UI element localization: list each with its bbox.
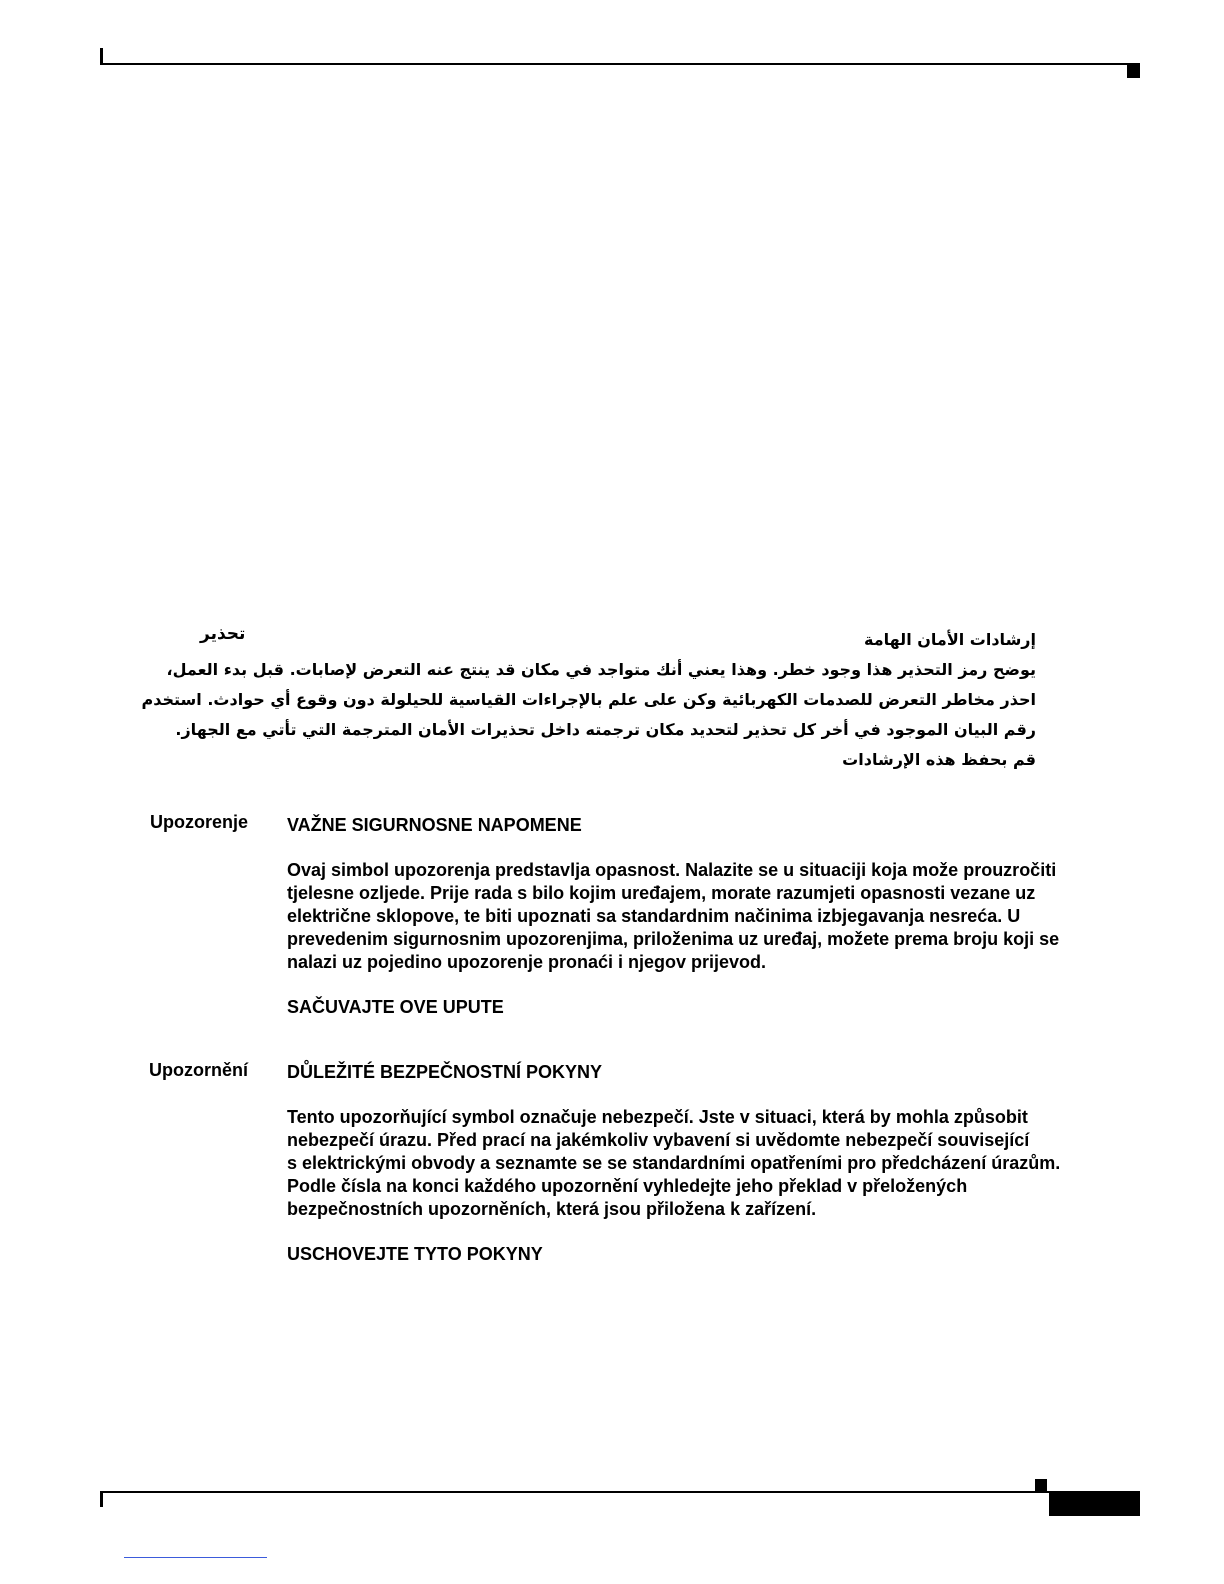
croatian-warning-body xyxy=(287,859,1107,974)
czech-warning-body xyxy=(287,1106,1107,1221)
arabic-warning-line: قم بحفظ هذه الإرشادات xyxy=(842,750,1036,769)
czech-warning-line: bezpečnostních upozorněních, která jsou přiložena k zařízení. xyxy=(287,1199,817,1219)
czech-warning-line: Tento upozorňující symbol označuje nebezpečí. Jste v situaci, která by mohla způsobit xyxy=(287,1107,1028,1127)
czech-warning-footer: USCHOVEJTE TYTO POKYNY xyxy=(287,1244,543,1264)
arabic-warning-line: احذر مخاطر التعرض للصدمات الكهربائية وكن على علم بالإجراءات القياسية للحيلولة دون وقوع أي حوادث. استخدم xyxy=(141,690,1036,709)
croatian-warning-footer: SAČUVAJTE OVE UPUTE xyxy=(287,997,504,1017)
arabic-warning-title: إرشادات الأمان الهامة xyxy=(864,630,1036,649)
czech-warning-line: s elektrickými obvody a seznamte se se standardními opatřeními pro předcházení úrazům. xyxy=(287,1153,1061,1173)
croatian-warning-label: Upozorenje xyxy=(149,812,248,832)
czech-warning-title: DŮLEŽITÉ BEZPEČNOSTNÍ POKYNY xyxy=(287,1062,603,1082)
croatian-warning-line: nalazi uz pojedino upozorenje pronaći i njegov prijevod. xyxy=(287,952,767,972)
header-corner-square xyxy=(1127,65,1140,78)
arabic-warning-line: يوضح رمز التحذير هذا وجود خطر. وهذا يعني أنك متواجد في مكان قد ينتج عنه التعرض لإصابات. قبل بدء العمل، xyxy=(166,660,1036,679)
footer-left-tick xyxy=(100,1493,103,1507)
croatian-warning-title: VAŽNE SIGURNOSNE NAPOMENE xyxy=(287,815,582,835)
arabic-warning-text xyxy=(141,625,1036,775)
czech-warning-line: Podle čísla na konci každého upozornění vyhledejte jeho překlad v přeložených xyxy=(287,1176,968,1196)
footer-link-underline xyxy=(124,1557,267,1558)
croatian-warning-line: Ovaj simbol upozorenja predstavlja opasnost. Nalazite se u situaciji koja može prouzročiti xyxy=(287,860,1057,880)
croatian-warning-line: prevedenim sigurnosnim upozorenjima, priloženima uz uređaj, možete prema broju koji se xyxy=(287,929,1060,949)
czech-warning-line: nebezpečí úrazu. Před prací na jakémkoliv vybavení si uvědomte nebezpečí související xyxy=(287,1130,1030,1150)
arabic-warning-label: تحذير xyxy=(200,624,246,644)
footer-rule xyxy=(100,1491,1140,1493)
footer-corner-square xyxy=(1035,1479,1047,1491)
header-left-tick xyxy=(100,48,103,64)
czech-warning-label: Upozornění xyxy=(149,1060,248,1080)
page-number-box xyxy=(1049,1493,1140,1516)
croatian-warning-line: električne sklopove, te biti upoznati sa standardnim načinima izbjegavanja nesreća. U xyxy=(287,906,1021,926)
arabic-warning-line: رقم البيان الموجود في أخر كل تحذير لتحديد مكان ترجمته داخل تحذيرات الأمان المترجمة التي تأتي مع الجهاز. xyxy=(175,720,1036,739)
header-rule xyxy=(100,63,1140,65)
croatian-warning-line: tjelesne ozljede. Prije rada s bilo kojim uređajem, morate razumjeti opasnosti vezane uz xyxy=(287,883,1036,903)
